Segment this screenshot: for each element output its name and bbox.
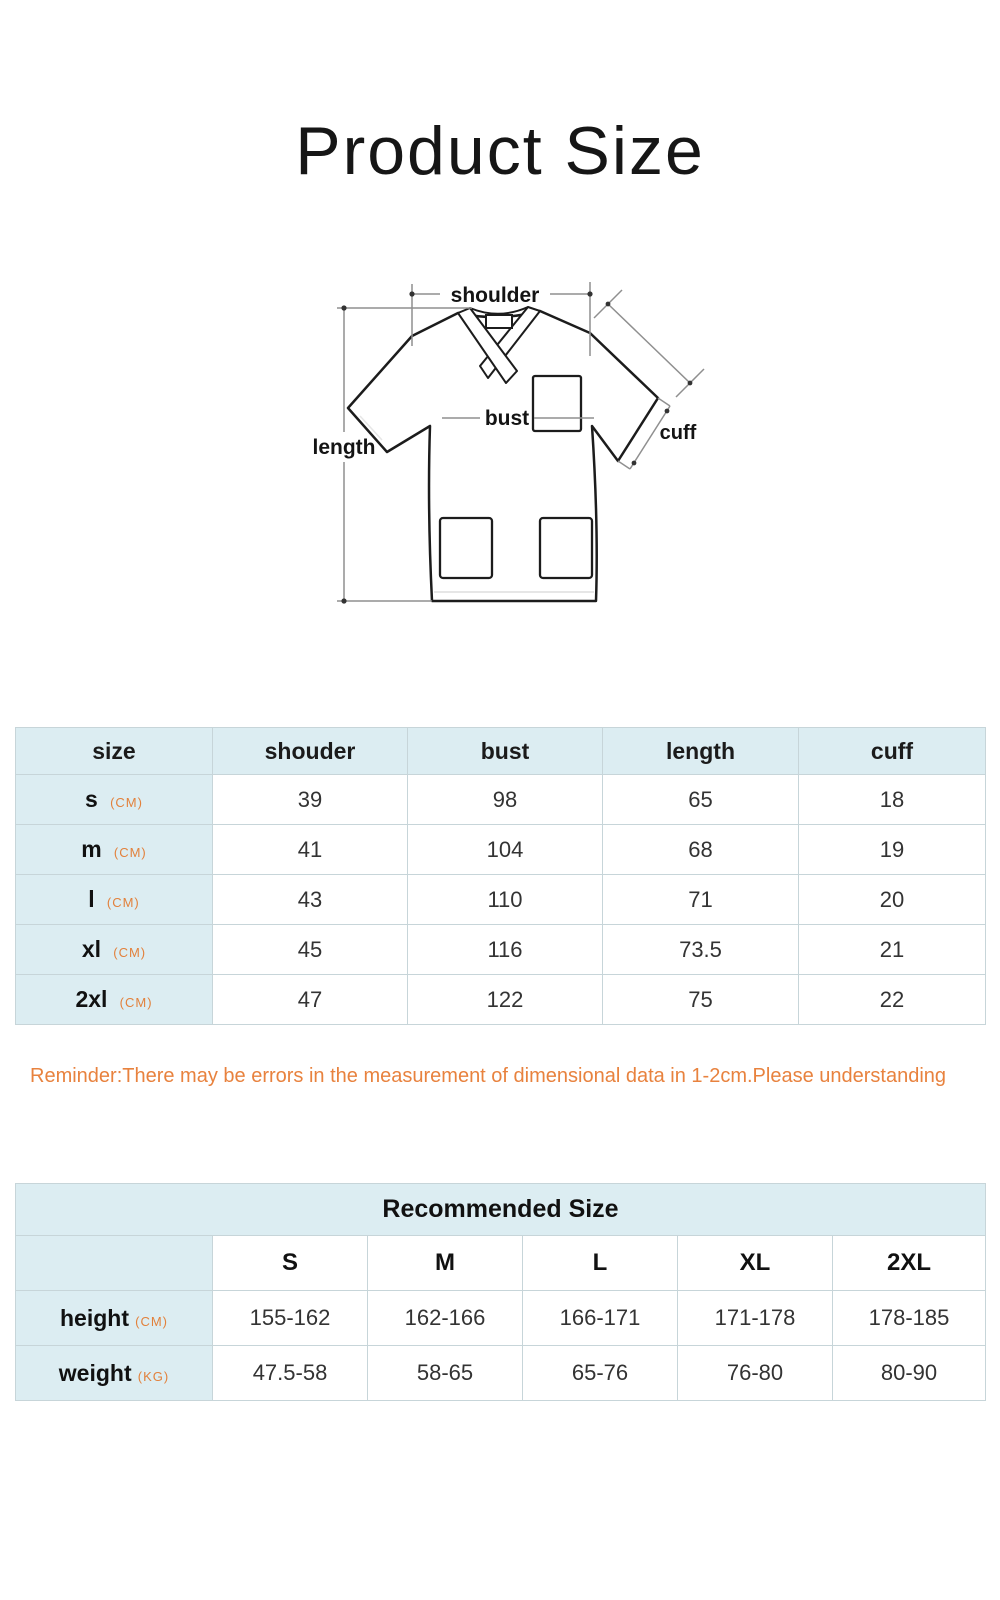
recommended-size-table [15, 1183, 986, 1401]
recommended-header-row [16, 1236, 986, 1291]
dim-dot [688, 381, 693, 386]
col-header-m: M [368, 1236, 523, 1291]
size-name: 2xl [75, 986, 108, 1012]
value-cell: 58-65 [368, 1346, 523, 1401]
empty-corner-cell [16, 1236, 213, 1291]
dim-dot [341, 305, 346, 310]
lower-pocket-right [540, 518, 592, 578]
value-cell: 21 [799, 925, 986, 975]
row-label: height [59, 1304, 129, 1331]
value-cell: 39 [213, 775, 408, 825]
value-cell: 76-80 [678, 1346, 833, 1401]
value-cell: 171-178 [678, 1291, 833, 1346]
size-name: s [85, 786, 98, 812]
dim-dot [606, 302, 611, 307]
value-cell: 110 [408, 875, 603, 925]
unit-label: (CM) [135, 1313, 168, 1329]
dim-dot [632, 461, 637, 466]
size-cell [16, 875, 213, 925]
value-cell: 47.5-58 [213, 1346, 368, 1401]
size-cell [16, 775, 213, 825]
dim-dot [665, 409, 670, 414]
value-cell: 122 [408, 975, 603, 1025]
value-cell: 18 [799, 775, 986, 825]
col-header-bust: bust [408, 728, 603, 775]
value-cell: 75 [603, 975, 799, 1025]
value-cell: 65 [603, 775, 799, 825]
garment-measurement-diagram [290, 256, 730, 628]
length-label: length [312, 436, 376, 459]
value-cell: 98 [408, 775, 603, 825]
col-header-length: length [603, 728, 799, 775]
unit-label: (CM) [113, 945, 147, 960]
size-cell [16, 825, 213, 875]
value-cell: 166-171 [523, 1291, 678, 1346]
table-row [16, 975, 986, 1025]
col-header-l: L [523, 1236, 678, 1291]
dim-dot [341, 598, 346, 603]
lower-pocket-left [440, 518, 492, 578]
table-row [16, 925, 986, 975]
cuff-label: cuff [659, 422, 697, 444]
value-cell: 155-162 [213, 1291, 368, 1346]
row-label: weight [58, 1359, 132, 1386]
table-row [16, 1346, 986, 1401]
col-header-cuff: cuff [799, 728, 986, 775]
page-title: Product Size [295, 113, 705, 189]
size-cell [16, 975, 213, 1025]
product-size-table [15, 727, 986, 1025]
value-cell: 43 [213, 875, 408, 925]
col-header-size: size [16, 728, 213, 775]
dim-dot [409, 291, 414, 296]
value-cell: 73.5 [603, 925, 799, 975]
unit-label: (CM) [110, 795, 143, 810]
weight-label-cell [16, 1346, 213, 1401]
value-cell: 65-76 [523, 1346, 678, 1401]
table-row [16, 775, 986, 825]
measurement-reminder-text: Reminder:There may be errors in the measurement of dimensional data in 1-2cm.Please understanding [30, 1065, 947, 1087]
scrub-top-diagram-svg [290, 256, 730, 628]
size-cell [16, 925, 213, 975]
height-label-cell [16, 1291, 213, 1346]
col-header-2xl: 2XL [833, 1236, 986, 1291]
col-header-shoulder: shouder [213, 728, 408, 775]
value-cell: 80-90 [833, 1346, 986, 1401]
col-header-s: S [213, 1236, 368, 1291]
size-name: m [81, 836, 102, 862]
table-row [16, 825, 986, 875]
chest-pocket [533, 376, 581, 431]
table-row [16, 875, 986, 925]
value-cell: 68 [603, 825, 799, 875]
unit-label: (CM) [113, 845, 147, 860]
recommended-size-title: Recommended Size [16, 1184, 986, 1236]
col-header-xl: XL [678, 1236, 833, 1291]
inner-neckline [470, 307, 528, 314]
value-cell: 22 [799, 975, 986, 1025]
value-cell: 19 [799, 825, 986, 875]
recommended-title-row [16, 1184, 986, 1236]
value-cell: 45 [213, 925, 408, 975]
value-cell: 41 [213, 825, 408, 875]
value-cell: 116 [408, 925, 603, 975]
value-cell: 20 [799, 875, 986, 925]
unit-label: (CM) [106, 895, 140, 910]
size-name: xl [81, 936, 102, 962]
table-row [16, 1291, 986, 1346]
size-table-header-row [16, 728, 986, 775]
value-cell: 162-166 [368, 1291, 523, 1346]
shoulder-label: shoulder [450, 284, 540, 307]
bust-label: bust [484, 407, 530, 430]
value-cell: 178-185 [833, 1291, 986, 1346]
size-name: l [88, 886, 95, 912]
value-cell: 104 [408, 825, 603, 875]
neck-label-tag [486, 315, 512, 328]
value-cell: 47 [213, 975, 408, 1025]
unit-label: (CM) [119, 995, 153, 1010]
unit-label: (KG) [137, 1368, 170, 1384]
value-cell: 71 [603, 875, 799, 925]
dim-dot [587, 291, 592, 296]
